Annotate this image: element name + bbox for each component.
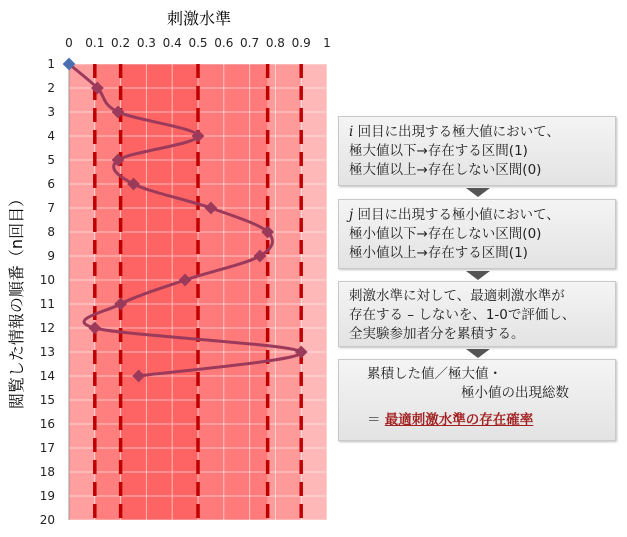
y-tick-label: 14	[39, 369, 55, 383]
y-tick-label: 13	[39, 345, 55, 359]
y-tick-label: 19	[39, 489, 55, 503]
x-tick-label: 0.3	[136, 36, 156, 50]
x-tick-label: 1	[323, 36, 331, 50]
down-arrow-icon	[466, 271, 490, 280]
background-band	[301, 64, 327, 520]
box3-line1: 刺激水準に対して、最適刺激水準が	[349, 288, 565, 304]
down-arrow-icon	[466, 349, 490, 358]
y-tick-label: 9	[47, 249, 55, 263]
y-tick-label: 3	[47, 105, 55, 119]
y-axis-label: 閲覧した情報の順番（n回目）	[7, 190, 26, 410]
y-tick-labels	[40, 57, 55, 527]
chart-title: 刺激水準	[166, 9, 232, 28]
x-tick-label: 0.2	[111, 36, 131, 50]
variable-j: j	[349, 207, 354, 223]
y-tick-label: 15	[39, 393, 55, 407]
box2-line1: 回目に出現する極小値において、	[353, 207, 560, 223]
explanation-box-accumulate	[338, 281, 616, 347]
x-tick-label: 0	[65, 36, 73, 50]
y-tick-label: 11	[39, 297, 55, 311]
box2-line3: 極小値以上→存在する区間(1)	[349, 245, 528, 261]
x-tick-labels	[65, 36, 331, 50]
box1-line3: 極大値以上→存在しない区間(0)	[349, 162, 542, 178]
y-tick-label: 2	[47, 81, 55, 95]
x-tick-label: 0.9	[291, 36, 311, 50]
y-tick-label: 6	[47, 177, 55, 191]
result-label: 最適刺激水準の存在確率	[384, 412, 534, 428]
x-tick-label: 0.8	[265, 36, 285, 50]
x-tick-label: 0.1	[85, 36, 105, 50]
explanation-box-minimum	[338, 199, 616, 269]
explanation-box-probability	[338, 359, 616, 441]
box3-line3: 全実験参加者分を累積する。	[349, 326, 525, 342]
y-tick-label: 20	[39, 513, 55, 527]
background-band	[69, 64, 95, 520]
x-tick-label: 0.7	[240, 36, 260, 50]
background-band	[121, 64, 198, 520]
y-tick-label: 16	[39, 417, 55, 431]
box2-line2: 極小値以下→存在しない区間(0)	[349, 226, 542, 242]
down-arrow-icon	[466, 188, 490, 197]
x-tick-label: 0.4	[162, 36, 182, 50]
variable-i: i	[349, 124, 354, 140]
y-tick-label: 18	[39, 465, 55, 479]
explanation-box-maximum	[338, 116, 616, 186]
y-tick-label: 8	[47, 225, 55, 239]
y-tick-label: 17	[39, 441, 55, 455]
y-tick-label: 5	[47, 153, 55, 167]
box1-line2: 極大値以下→存在する区間(1)	[349, 143, 528, 159]
background-band	[95, 64, 121, 520]
box1-line1: 回目に出現する極大値において、	[353, 124, 560, 140]
box4-line2: 極小値の出現総数	[461, 385, 569, 401]
x-tick-label: 0.6	[214, 36, 234, 50]
x-tick-label: 0.5	[188, 36, 208, 50]
background-band	[268, 64, 302, 520]
y-tick-label: 4	[47, 129, 55, 143]
box4-line1: 累積した値／極大値・	[367, 366, 502, 382]
equals-sign: ＝	[367, 412, 385, 428]
y-tick-label: 10	[39, 273, 55, 287]
box3-line2: 存在する – しないを、1-0で評価し、	[349, 307, 576, 323]
background-band	[198, 64, 268, 520]
y-tick-label: 1	[47, 57, 55, 71]
y-tick-label: 12	[39, 321, 55, 335]
y-tick-label: 7	[47, 201, 55, 215]
